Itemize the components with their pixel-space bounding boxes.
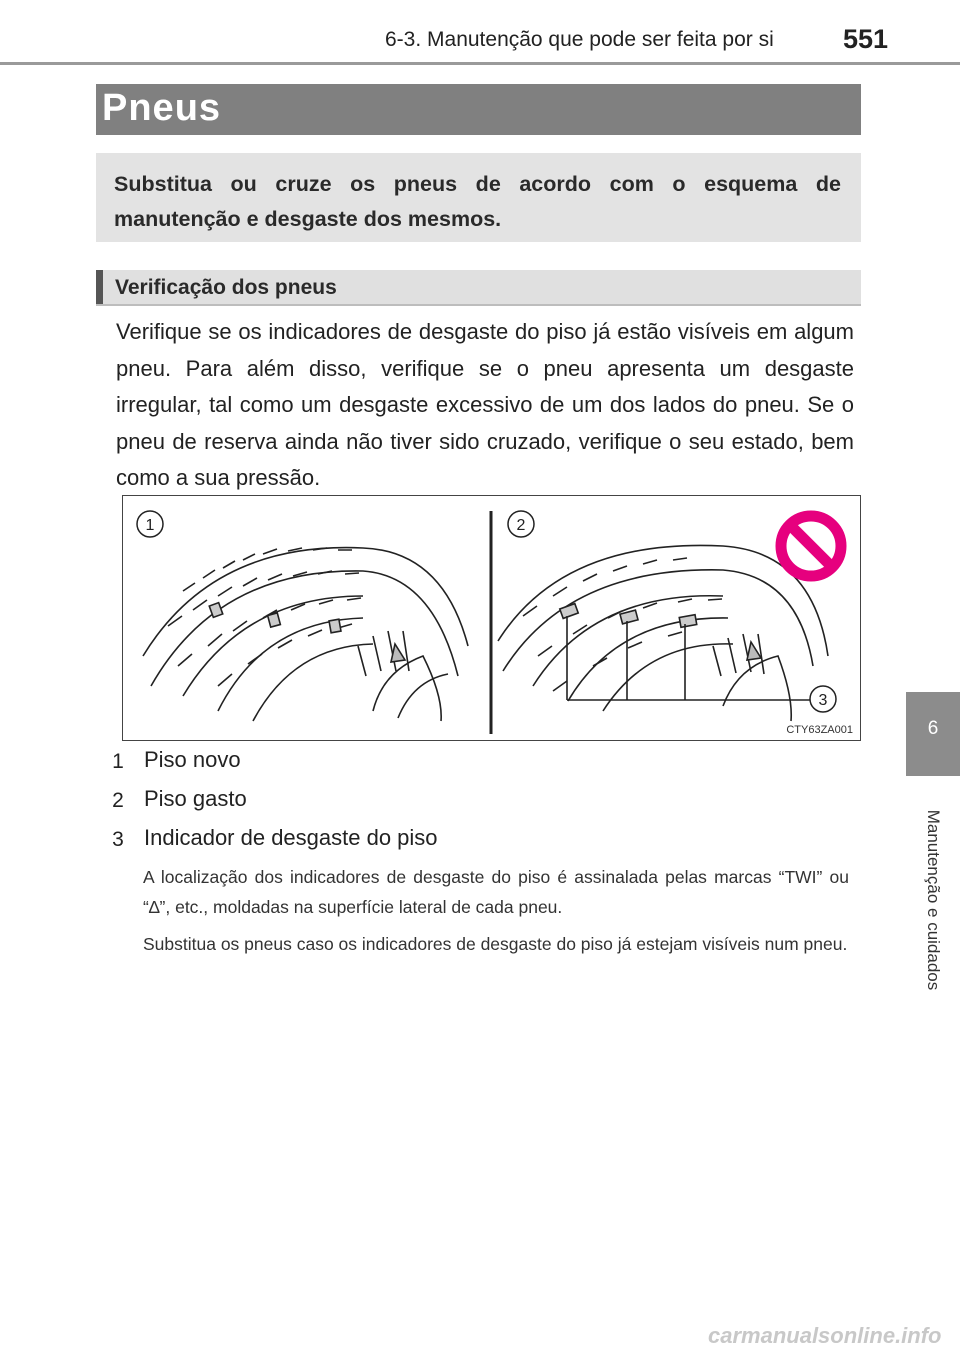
legend-text: Piso gasto	[144, 786, 247, 811]
callout-3	[810, 686, 836, 712]
legend-number: 3	[112, 828, 124, 851]
svg-text:1: 1	[145, 517, 155, 534]
intro-box	[96, 153, 861, 242]
legend-text: Indicador de desgaste do piso	[144, 825, 438, 850]
note-paragraph: Substitua os pneus caso os indicadores de desgaste do piso já estejam visíveis num pneu.	[143, 934, 848, 954]
legend-number: 2	[112, 789, 124, 812]
svg-text:3: 3	[818, 692, 828, 709]
subsection-body: Verifique se os indicadores de desgaste do piso já estão visíveis em algum pneu. Para além disso, verifique se o pneu apresenta um desgaste irregular, tal como um desgaste excessivo de um dos lados do pneu. Se o pneu de reserva ainda não tiver sido cruzado, verifique o seu estado, bem como a sua pressão.	[116, 319, 854, 490]
section-title: 6-3. Manutenção que pode ser feita por si	[385, 28, 774, 51]
page-title: Pneus	[102, 87, 222, 129]
figure-code: CTY63ZA001	[786, 724, 853, 736]
page-title-bar	[96, 84, 861, 135]
tire-illustration	[122, 495, 861, 741]
tire-tread-drawing	[123, 496, 862, 742]
watermark[interactable]: carmanualsonline.info	[708, 1323, 942, 1348]
legend-number: 1	[112, 750, 124, 773]
intro-text: Substitua ou cruze os pneus de acordo com o esquema de manutenção e desgaste dos mesmos.	[114, 172, 841, 231]
svg-text:2: 2	[516, 517, 526, 534]
note-paragraph: A localização dos indicadores de desgaste do piso é assinalada pelas marcas “TWI” ou “∆”, etc., moldadas na superfície lateral de cada pneu.	[143, 867, 849, 917]
callout-1	[137, 511, 163, 537]
prohibition-icon	[781, 516, 841, 576]
subsection-accent	[96, 270, 103, 304]
subsection-title: Verificação dos pneus	[115, 276, 337, 299]
subsection-heading-bar	[96, 270, 861, 306]
chapter-label: Manutenção e cuidados	[924, 809, 943, 991]
page-number: 551	[843, 24, 889, 54]
legend-text: Piso novo	[144, 747, 241, 772]
header-divider	[0, 62, 960, 65]
chapter-number: 6	[927, 718, 939, 739]
callout-2	[508, 511, 534, 537]
